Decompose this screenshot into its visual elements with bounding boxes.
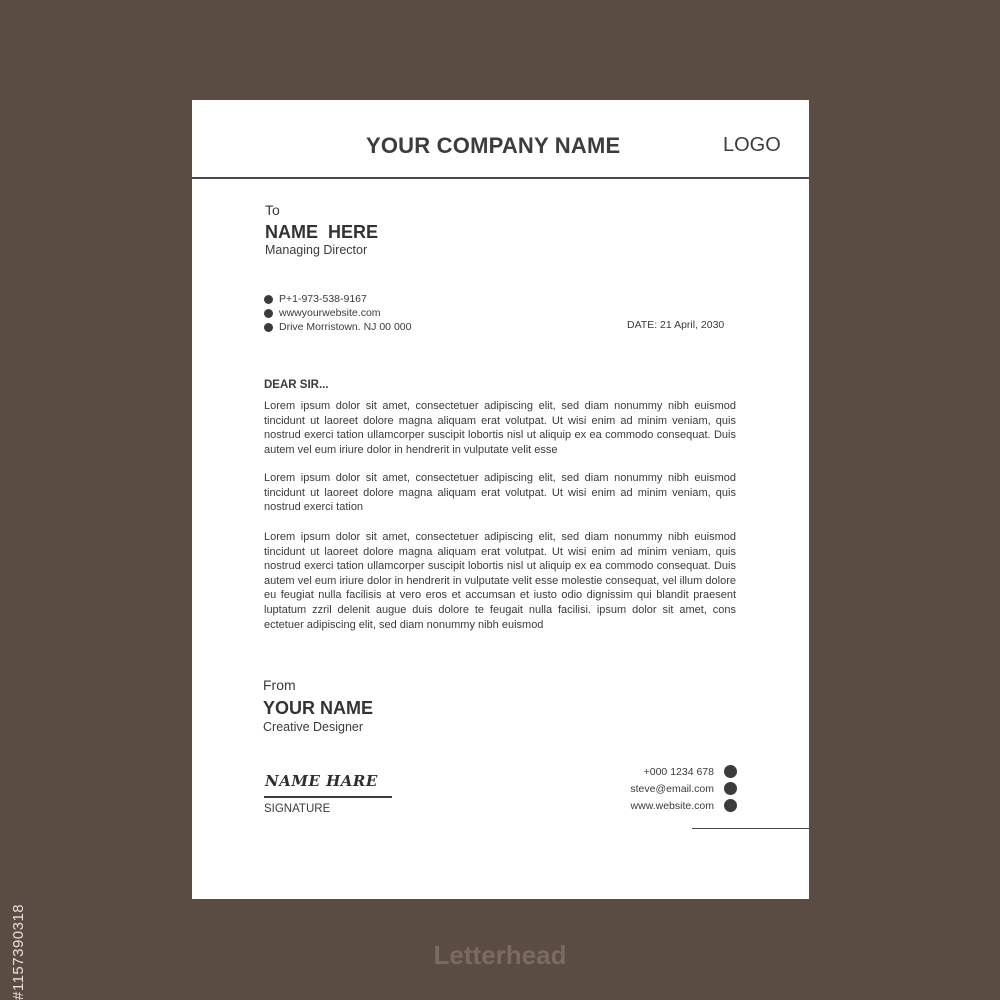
- contact-address: [264, 320, 411, 334]
- body-paragraph: Lorem ipsum dolor sit amet, consectetuer adipiscing elit, sed diam nonummy nibh euismod tincidunt ut laoreet dolore magna aliquam erat volutpat. Ut wisi enim ad minim veniam, quis nostrud exerci tation ullamcorper suscipit lobortis nisl ut aliquip ex ea commodo consequat. Duis autem vel eum iriure dolor in hendrerit in vulputate velit esse: [264, 400, 736, 456]
- caption: Letterhead: [433, 940, 567, 970]
- logo: LOGO: [723, 134, 781, 156]
- location-icon: [264, 323, 273, 332]
- sender-title: Creative Designer: [263, 720, 364, 734]
- globe-icon: [724, 799, 737, 812]
- contact-address-text: Drive Morristown. NJ 00 000: [279, 321, 412, 333]
- footer-divider: [692, 828, 809, 829]
- greeting: DEAR SIR...: [264, 379, 329, 391]
- contact-web: [264, 306, 411, 320]
- web-icon: [264, 309, 273, 318]
- email-icon: [724, 782, 737, 795]
- contact-phone-text: P+1-973-538-9167: [279, 293, 367, 305]
- letter-date: DATE: 21 April, 2030: [627, 319, 725, 331]
- recipient-title: Managing Director: [265, 243, 368, 257]
- header-divider: [192, 177, 809, 179]
- company-name: YOUR COMPANY NAME: [366, 133, 621, 158]
- footer-email-text: steve@email.com: [630, 782, 714, 795]
- phone-icon: [724, 765, 737, 778]
- letterhead-page: [192, 100, 809, 899]
- signature-script: NAME HARE: [265, 772, 378, 790]
- footer-contacts: [630, 763, 737, 814]
- phone-icon: [264, 295, 273, 304]
- recipient-name: NAME HERE: [265, 222, 379, 242]
- body-paragraph: Lorem ipsum dolor sit amet, consectetuer adipiscing elit, sed diam nonummy nibh euismod tincidunt ut laoreet dolore magna aliquam erat volutpat. Ut wisi enim ad minim veniam, quis nostrud exerci tation ullamcorper suscipit lobortis nisl ut aliquip ex ea commodo consequat. Duis autem vel eum iriure dolor in hendrerit in vulputate velit esse molestie consequat, vel illum dolore eu feugiat nulla facilisis at vero eros et accumsan et iusto odio dignissim qui blandit praesent luptatum zzril delenit augue duis dolore te feugait nulla facilisi. ipsum dolor sit amet, cons ectetuer adipiscing elit, sed diam nonummy nibh euismod: [264, 531, 736, 631]
- contact-list: [264, 292, 411, 334]
- footer-website: [630, 797, 737, 814]
- contact-phone: [264, 292, 411, 306]
- footer-phone-text: +000 1234 678: [643, 765, 714, 778]
- body-paragraph: Lorem ipsum dolor sit amet, consectetuer adipiscing elit, sed diam nonummy nibh euismod tincidunt ut laoreet dolore magna aliquam erat volutpat. Ut wisi enim ad minim veniam, quis nostrud exerci tation: [264, 472, 736, 514]
- footer-website-text: www.website.com: [630, 799, 714, 812]
- signature-line: [264, 796, 392, 798]
- footer-email: [630, 780, 737, 797]
- footer-phone: [630, 763, 737, 780]
- from-label: From: [263, 677, 296, 693]
- to-label: To: [265, 202, 280, 218]
- signature-label: SIGNATURE: [264, 803, 331, 815]
- contact-web-text: wwwyourwebsite.com: [279, 307, 381, 319]
- stock-id: #1157390318: [10, 903, 27, 1000]
- sender-name: YOUR NAME: [263, 698, 374, 718]
